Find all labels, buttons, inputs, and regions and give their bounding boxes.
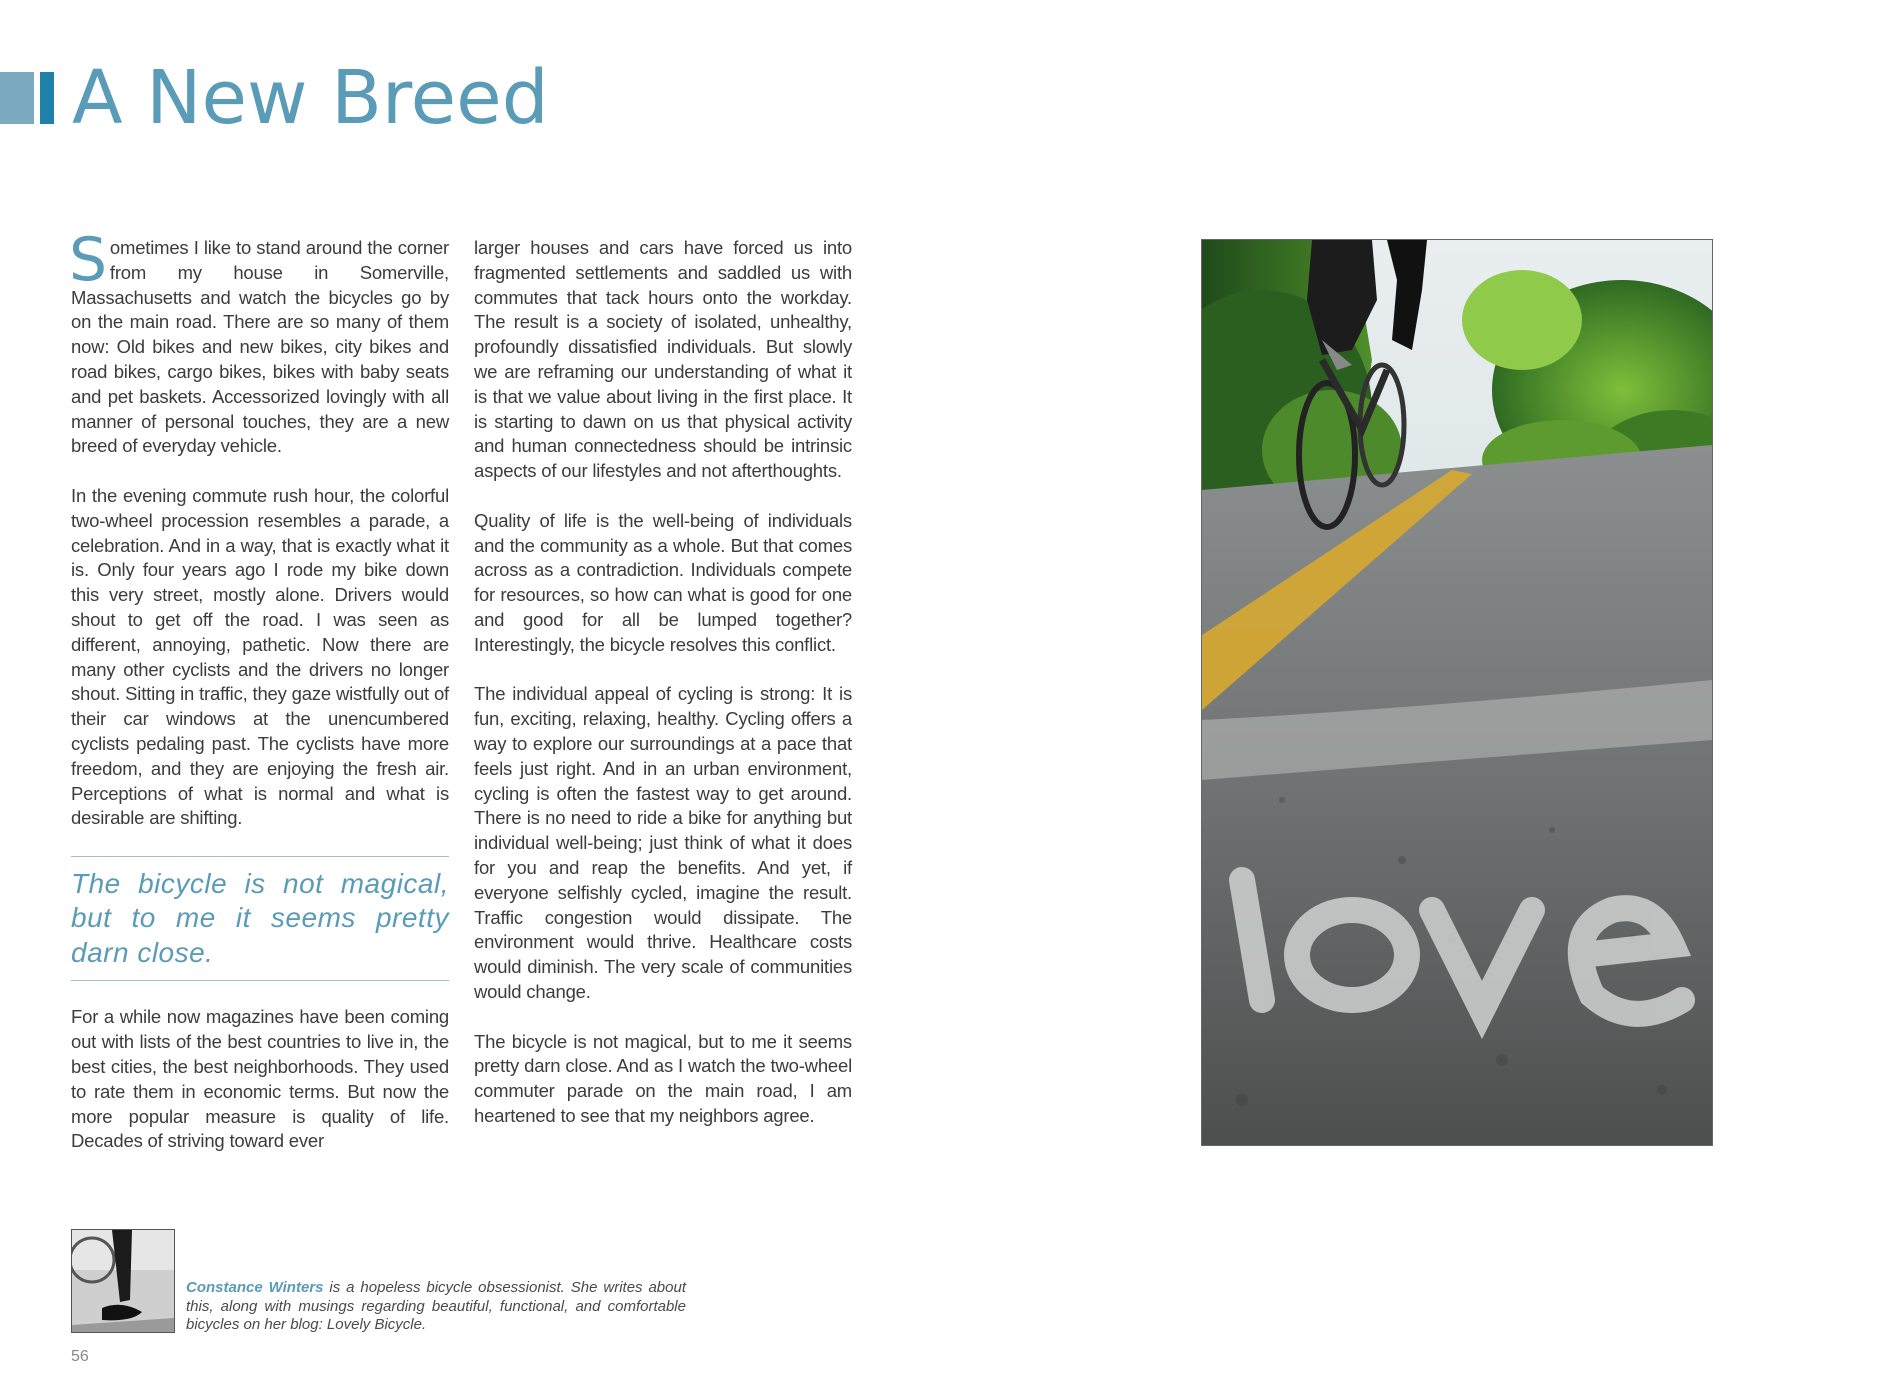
paragraph-1 [69, 225, 449, 459]
title-accent-bar-light [0, 72, 34, 124]
page-number: 56 [71, 1348, 89, 1365]
paragraph-5: Quality of life is the well-being of individuals and the community as a whole. But that comes across as a contradiction. Individuals compete for resources, so how can what is good for one and good for all be lumped together? Interestingly, the bicycle resolves this conflict. [474, 509, 852, 655]
bike-path-illustration [1202, 240, 1712, 1145]
paragraph-4: larger houses and cars have forced us into fragmented settlements and saddled us with commutes that tack hours onto the workday. The result is a society of isolated, unhealthy, profoundly dissatisfied individuals. But slowly we are reframing our understanding of what it is that we value about living in the first place. It is starting to dawn on us that physical activity and human connectedness should be intrinsic aspects of our lifestyles and not afterthoughts. [474, 237, 852, 482]
cyclist-photo [1201, 239, 1713, 1146]
article-column-left [69, 225, 449, 1179]
paragraph-2: In the evening commute rush hour, the colorful two-wheel procession resembles a parade, a celebration. And in a way, that is exactly what it is. Only four years ago I rode my bike down this very street, mostly alone. Drivers would shout to get off the road. I was seen as different, annoying, pathetic. Now there are many other cyclists and the drivers no longer shout. Sitting in traffic, they gaze wistfully out of their car windows at the unencumbered cyclists pedaling past. The cyclists have more freedom, and they are enjoying the fresh air. Perceptions of what is normal and what is desirable are shifting. [71, 484, 449, 829]
paragraph-1-text: ometimes I like to stand around the corner from my house in Somerville, Massachusetts and watch the bicycles go by on the main road. There are so many of them now: Old bikes and new bikes, city bikes and road bikes, cargo bikes, bikes with baby seats and pet baskets. Accessorized lovingly with all manner of personal touches, they are a new breed of everyday vehicle. [71, 237, 449, 457]
title-accent-bar-dark [40, 72, 54, 124]
article-column-right [474, 236, 852, 1153]
author-bio [186, 1279, 686, 1335]
author-name: Constance Winters [186, 1279, 324, 1296]
pull-quote: The bicycle is not magical, but to me it seems pretty darn close. [71, 856, 449, 982]
paragraph-6: The individual appeal of cycling is strong: It is fun, exciting, relaxing, healthy. Cycling offers a way to explore our surroundings at a pace that feels just right. And in an urban environment, cycling is often the fastest way to get around. There is no need to ride a bike for anything but individual well-being; just think of what it does for you and reap the benefits. And yet, if everyone selfishly cycled, imagine the result. Traffic congestion would dissipate. The environment would thrive. Healthcare costs would diminish. The very scale of communities would change. [474, 683, 852, 1002]
paragraph-7: The bicycle is not magical, but to me it seems pretty darn close. And as I watch the two-wheel commuter parade on the main road, I am heartened to see that my neighbors agree. [474, 1030, 852, 1126]
author-portrait-illustration [72, 1230, 174, 1332]
page-title: A New Breed [72, 55, 549, 141]
drop-cap: S [69, 225, 107, 295]
paragraph-3: For a while now magazines have been coming out with lists of the best countries to live in, the best cities, the best neighborhoods. They used to rate them in economic terms. But now the more popular measure is quality of life. Decades of striving toward ever [71, 1006, 449, 1152]
author-photo [71, 1229, 175, 1333]
author-bio-text: is a hopeless bicycle obsessionist. She writes about this, along with musings regarding beautiful, functional, and comfortable bicycles on her blog: Lovely Bicycle. [186, 1279, 686, 1333]
